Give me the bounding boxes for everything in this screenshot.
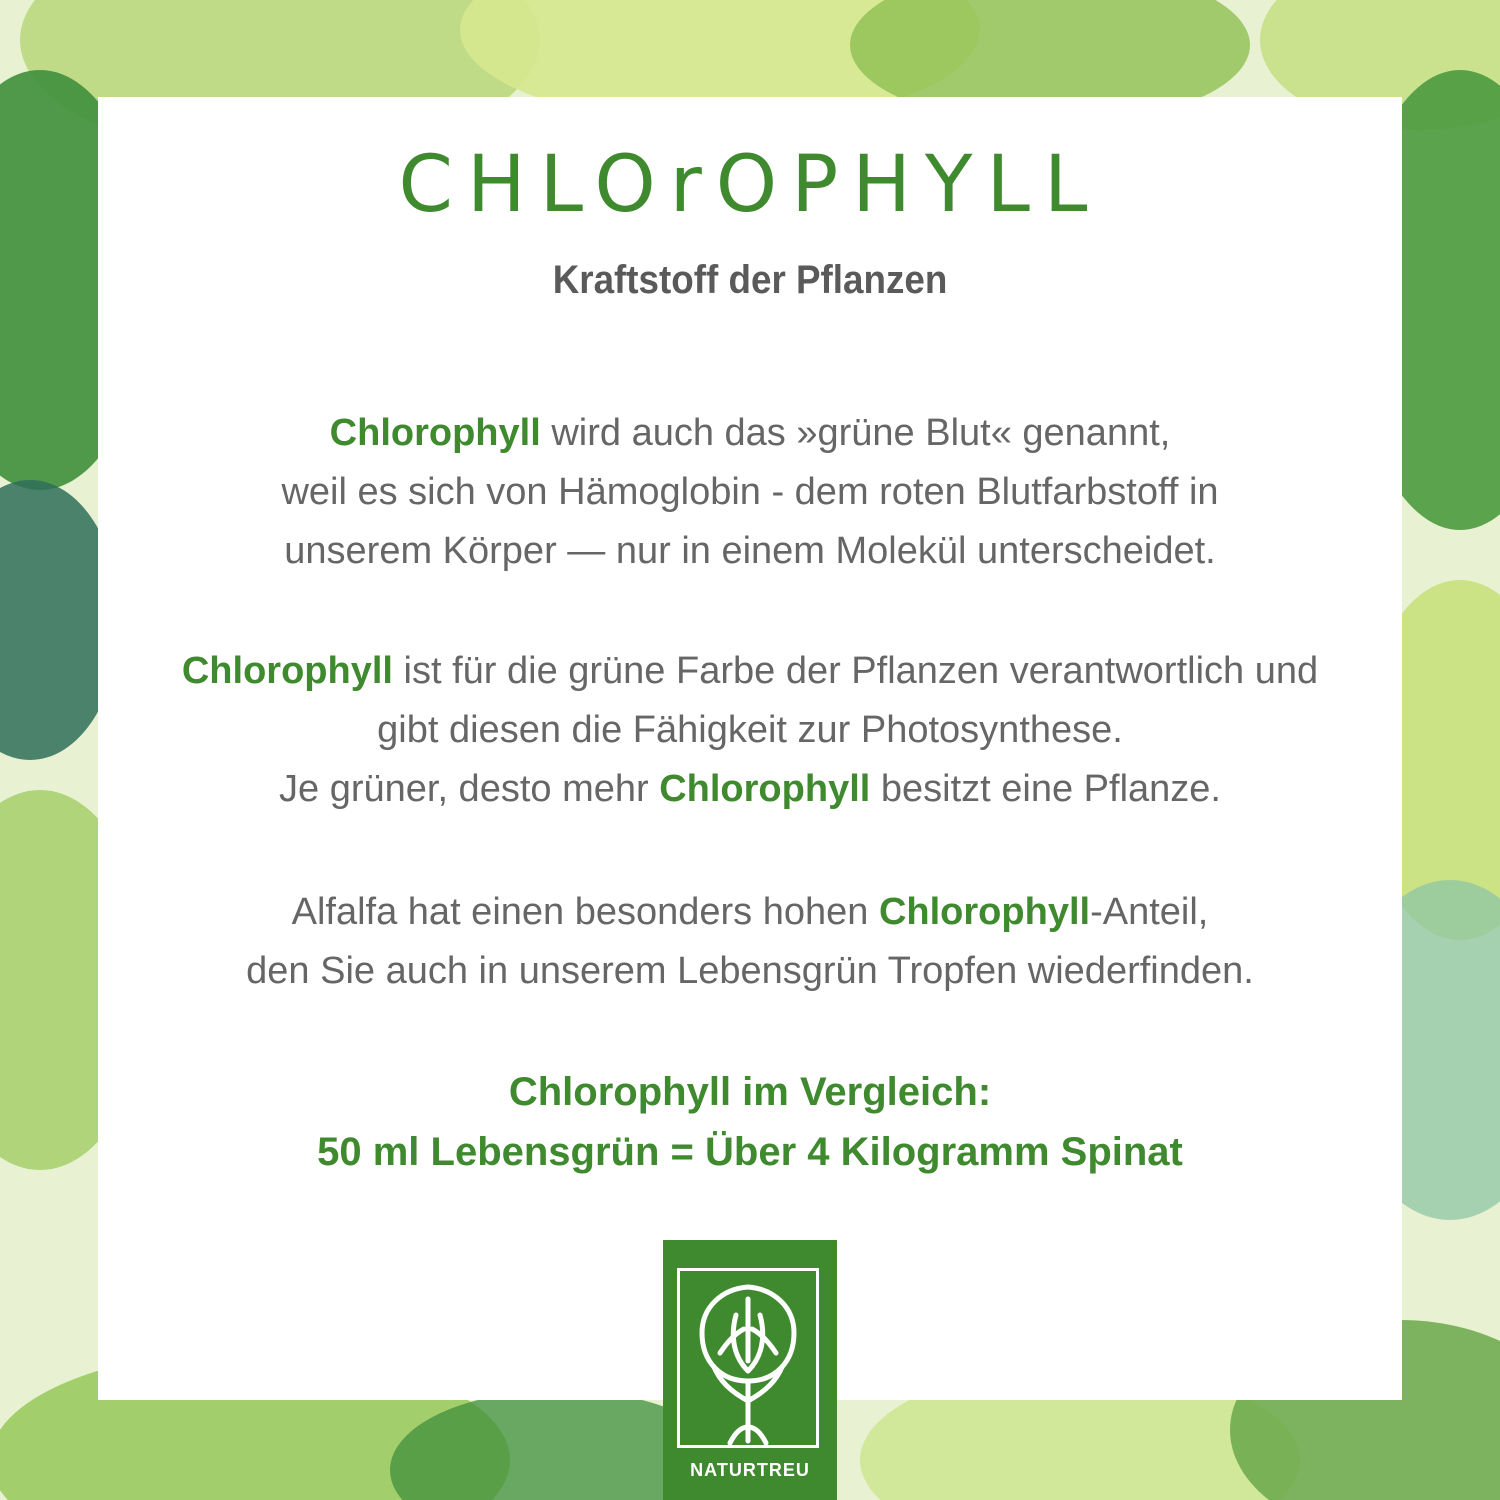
paragraph3-line1-start: Alfalfa hat einen besonders hohen: [291, 891, 879, 933]
paragraph-photosynthesis: [100, 642, 1400, 819]
paragraph-alfalfa: [100, 883, 1400, 1001]
chlorophyll-highlight: Chlorophyll: [659, 768, 871, 810]
paragraph3-line2: den Sie auch in unserem Lebensgrün Tropfen wiederfinden.: [246, 950, 1254, 992]
paragraph2-line3-start: Je grüner, desto mehr: [279, 768, 660, 810]
chlorophyll-highlight: Chlorophyll: [329, 412, 541, 454]
paragraph1-line2: weil es sich von Hämoglobin - dem roten Blutfarbstoff in: [281, 471, 1219, 513]
page-subtitle: Kraftstoff der Pflanzen: [552, 258, 948, 302]
logo-frame: [677, 1268, 819, 1448]
naturtreu-logo: [663, 1240, 837, 1500]
comparison-value: 50 ml Lebensgrün = Über 4 Kilogramm Spinat: [317, 1130, 1183, 1174]
logo-label: NATURTREU: [690, 1460, 810, 1480]
paragraph1-line1: wird auch das »grüne Blut« genannt,: [540, 412, 1171, 454]
paragraph2-line2: gibt diesen die Fähigkeit zur Photosynthese.: [377, 709, 1123, 751]
paragraph2-line1: ist für die grüne Farbe der Pflanzen verantwortlich und: [392, 650, 1319, 692]
paragraph3-line1-end: -Anteil,: [1090, 891, 1209, 933]
comparison-block: [100, 1062, 1400, 1182]
chlorophyll-highlight: Chlorophyll: [878, 891, 1091, 933]
comparison-heading: Chlorophyll im Vergleich:: [508, 1070, 992, 1114]
paragraph2-line3-end: besitzt eine Pflanze.: [870, 768, 1221, 810]
tree-icon: [680, 1271, 816, 1445]
chlorophyll-highlight: Chlorophyll: [181, 650, 393, 692]
paragraph1-line3: unserem Körper — nur in einem Molekül unterscheidet.: [284, 530, 1216, 572]
paragraph-green-blood: [100, 404, 1400, 581]
page-title: CHLOrOPHYLL: [398, 140, 1102, 230]
